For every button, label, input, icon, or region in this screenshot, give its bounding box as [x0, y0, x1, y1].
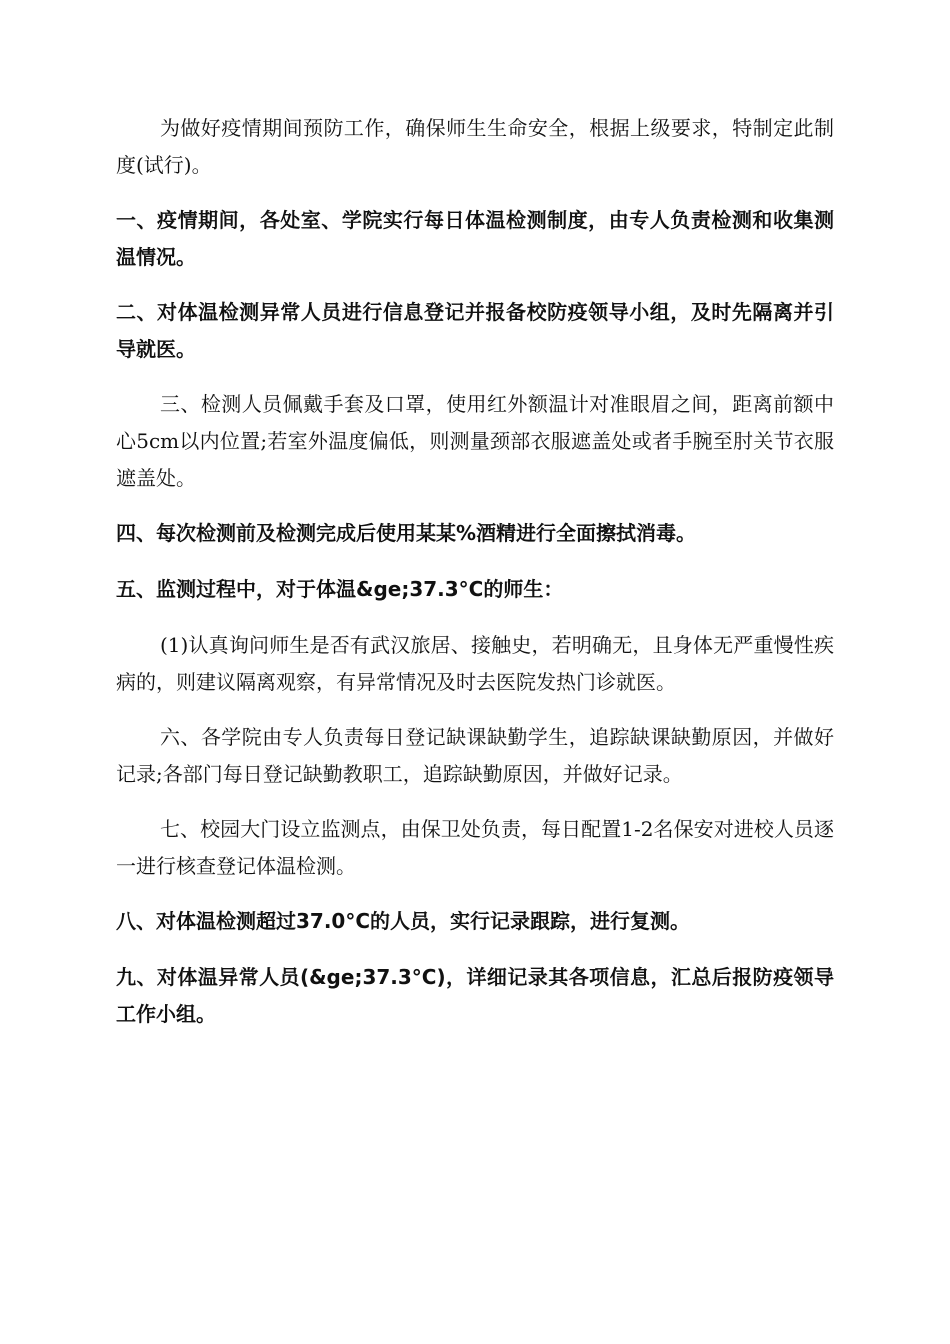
paragraph-item-1: 一、疫情期间，各处室、学院实行每日体温检测制度，由专人负责检测和收集测温情况。 — [116, 208, 834, 269]
paragraph-item-3: 三、检测人员佩戴手套及口罩，使用红外额温计对准眼眉之间，距离前额中心5cm以内位置;若室外温度偏低，则测量颈部衣服遮盖处或者手腕至肘关节衣服遮盖处。 — [116, 392, 834, 490]
paragraph-item-5: 五、监测过程中，对于体温&ge;37.3°C的师生： — [116, 577, 564, 601]
paragraph-intro: 为做好疫情期间预防工作，确保师生生命安全，根据上级要求，特制定此制度(试行)。 — [116, 116, 834, 177]
paragraph-item-9: 九、对体温异常人员(&ge;37.3°C)，详细记录其各项信息，汇总后报防疫领导工作小组。 — [116, 965, 834, 1026]
paragraph-item-4: 四、每次检测前及检测完成后使用某某%酒精进行全面擦拭消毒。 — [116, 521, 697, 545]
paragraph-item-5-sub-1: (1)认真询问师生是否有武汉旅居、接触史，若明确无，且身体无严重慢性疾病的，则建议隔离观察，有异常情况及时去医院发热门诊就医。 — [116, 633, 834, 694]
paragraph-item-2: 二、对体温检测异常人员进行信息登记并报备校防疫领导小组，及时先隔离并引导就医。 — [116, 300, 834, 361]
paragraph-item-7: 七、校园大门设立监测点，由保卫处负责，每日配置1-2名保安对进校人员逐一进行核查登记体温检测。 — [116, 817, 834, 878]
paragraph-item-8: 八、对体温检测超过37.0°C的人员，实行记录跟踪，进行复测。 — [116, 909, 691, 933]
document-page — [116, 110, 834, 1033]
paragraph-item-6: 六、各学院由专人负责每日登记缺课缺勤学生，追踪缺课缺勤原因，并做好记录;各部门每日登记缺勤教职工，追踪缺勤原因，并做好记录。 — [116, 725, 834, 786]
